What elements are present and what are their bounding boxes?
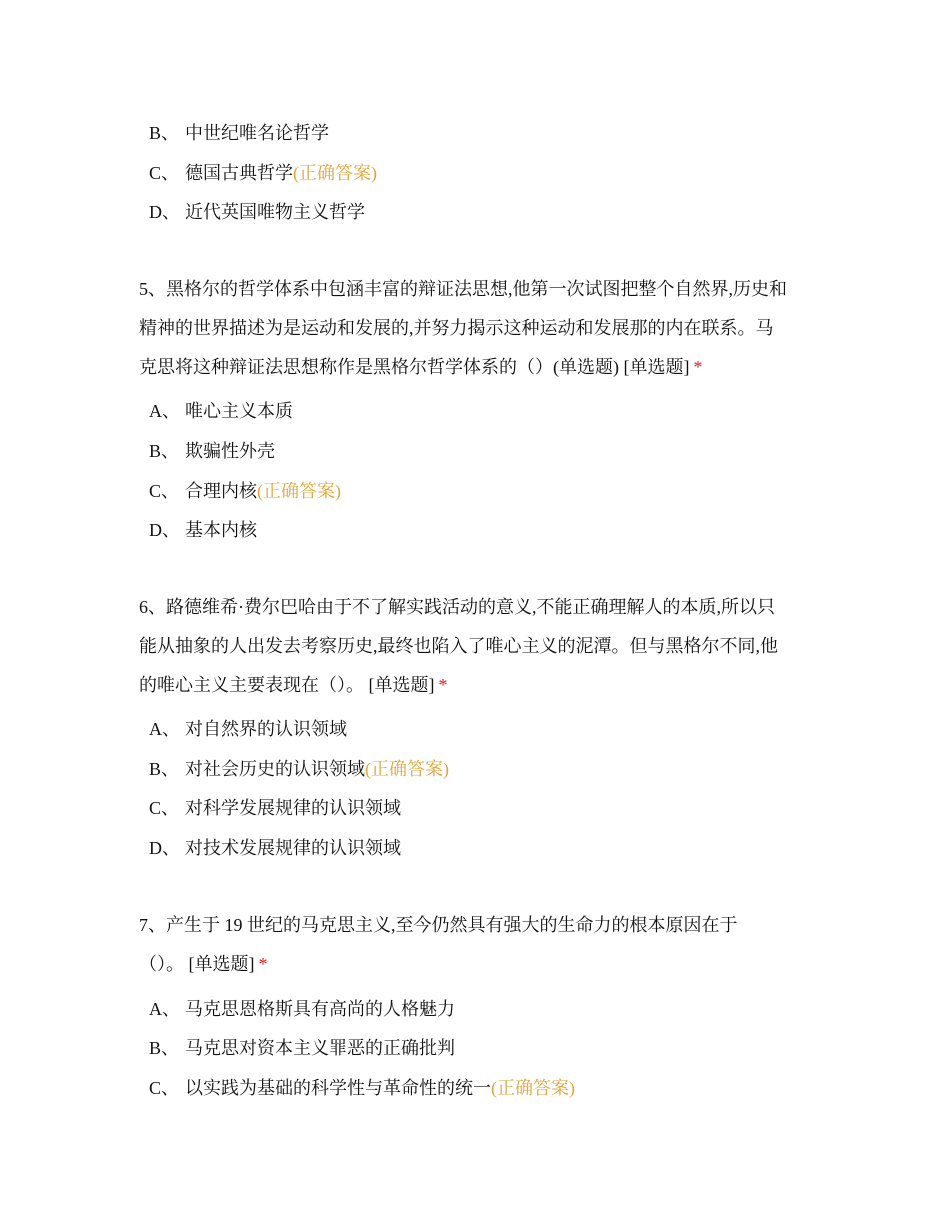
correct-answer-mark: (正确答案) bbox=[293, 163, 377, 183]
option-letter: C、 bbox=[149, 163, 180, 183]
option-row bbox=[149, 997, 455, 1021]
option-text: 对自然界的认识领域 bbox=[185, 719, 347, 739]
correct-answer-mark: (正确答案) bbox=[257, 481, 341, 501]
option-row bbox=[149, 399, 293, 423]
option-text: 近代英国唯物主义哲学 bbox=[185, 202, 365, 222]
option-text: 基本内核 bbox=[185, 520, 257, 540]
option-row bbox=[149, 439, 275, 463]
option-text: 对社会历史的认识领域 bbox=[185, 759, 365, 779]
option-row bbox=[149, 796, 401, 820]
question-text bbox=[139, 906, 819, 984]
correct-answer-mark: (正确答案) bbox=[491, 1078, 575, 1098]
required-asterisk: * bbox=[258, 954, 268, 974]
question-line: 克思将这种辩证法思想称作是黑格尔哲学体系的（）(单选题) [单选题] bbox=[139, 357, 690, 377]
option-letter: B、 bbox=[149, 1038, 180, 1058]
option-letter: B、 bbox=[149, 759, 180, 779]
option-letter: C、 bbox=[149, 1078, 180, 1098]
question-text bbox=[139, 270, 819, 387]
option-letter: D、 bbox=[149, 202, 180, 222]
option-row bbox=[149, 1076, 575, 1100]
question-7 bbox=[139, 906, 819, 984]
option-text: 德国古典哲学 bbox=[185, 163, 293, 183]
required-asterisk: * bbox=[693, 357, 703, 377]
question-line: 的唯心主义主要表现在（）。 [单选题] bbox=[139, 675, 435, 695]
required-asterisk: * bbox=[438, 675, 448, 695]
correct-answer-mark: (正确答案) bbox=[365, 759, 449, 779]
option-row bbox=[149, 200, 365, 224]
option-letter: D、 bbox=[149, 520, 180, 540]
option-letter: B、 bbox=[149, 123, 180, 143]
option-row bbox=[149, 121, 329, 145]
option-letter: D、 bbox=[149, 838, 180, 858]
question-text bbox=[139, 588, 819, 705]
option-text: 欺骗性外壳 bbox=[185, 441, 275, 461]
question-line: 7、产生于 19 世纪的马克思主义,至今仍然具有强大的生命力的根本原因在于 bbox=[139, 915, 738, 935]
question-5 bbox=[139, 270, 819, 387]
option-text: 中世纪唯名论哲学 bbox=[185, 123, 329, 143]
question-6 bbox=[139, 588, 819, 705]
option-letter: A、 bbox=[149, 719, 180, 739]
question-line: 能从抽象的人出发去考察历史,最终也陷入了唯心主义的泥潭。但与黑格尔不同,他 bbox=[139, 636, 778, 656]
option-letter: A、 bbox=[149, 401, 180, 421]
question-line: 精神的世界描述为是运动和发展的,并努力揭示这种运动和发展那的内在联系。马 bbox=[139, 318, 774, 338]
question-line: 5、黑格尔的哲学体系中包涵丰富的辩证法思想,他第一次试图把整个自然界,历史和 bbox=[139, 279, 787, 299]
option-text: 唯心主义本质 bbox=[185, 401, 293, 421]
option-letter: C、 bbox=[149, 798, 180, 818]
option-row bbox=[149, 518, 257, 542]
option-row bbox=[149, 836, 401, 860]
option-text: 马克思恩格斯具有高尚的人格魅力 bbox=[185, 999, 455, 1019]
question-line: （）。 [单选题] bbox=[139, 954, 255, 974]
option-letter: C、 bbox=[149, 481, 180, 501]
option-text: 对技术发展规律的认识领域 bbox=[185, 838, 401, 858]
option-row bbox=[149, 1036, 455, 1060]
option-letter: A、 bbox=[149, 999, 180, 1019]
option-row bbox=[149, 479, 341, 503]
option-letter: B、 bbox=[149, 441, 180, 461]
option-row bbox=[149, 161, 377, 185]
option-row bbox=[149, 717, 347, 741]
option-row bbox=[149, 757, 449, 781]
option-text: 马克思对资本主义罪恶的正确批判 bbox=[185, 1038, 455, 1058]
option-text: 对科学发展规律的认识领域 bbox=[185, 798, 401, 818]
question-line: 6、路德维希·费尔巴哈由于不了解实践活动的意义,不能正确理解人的本质,所以只 bbox=[139, 597, 775, 617]
option-text: 合理内核 bbox=[185, 481, 257, 501]
option-text: 以实践为基础的科学性与革命性的统一 bbox=[185, 1078, 491, 1098]
